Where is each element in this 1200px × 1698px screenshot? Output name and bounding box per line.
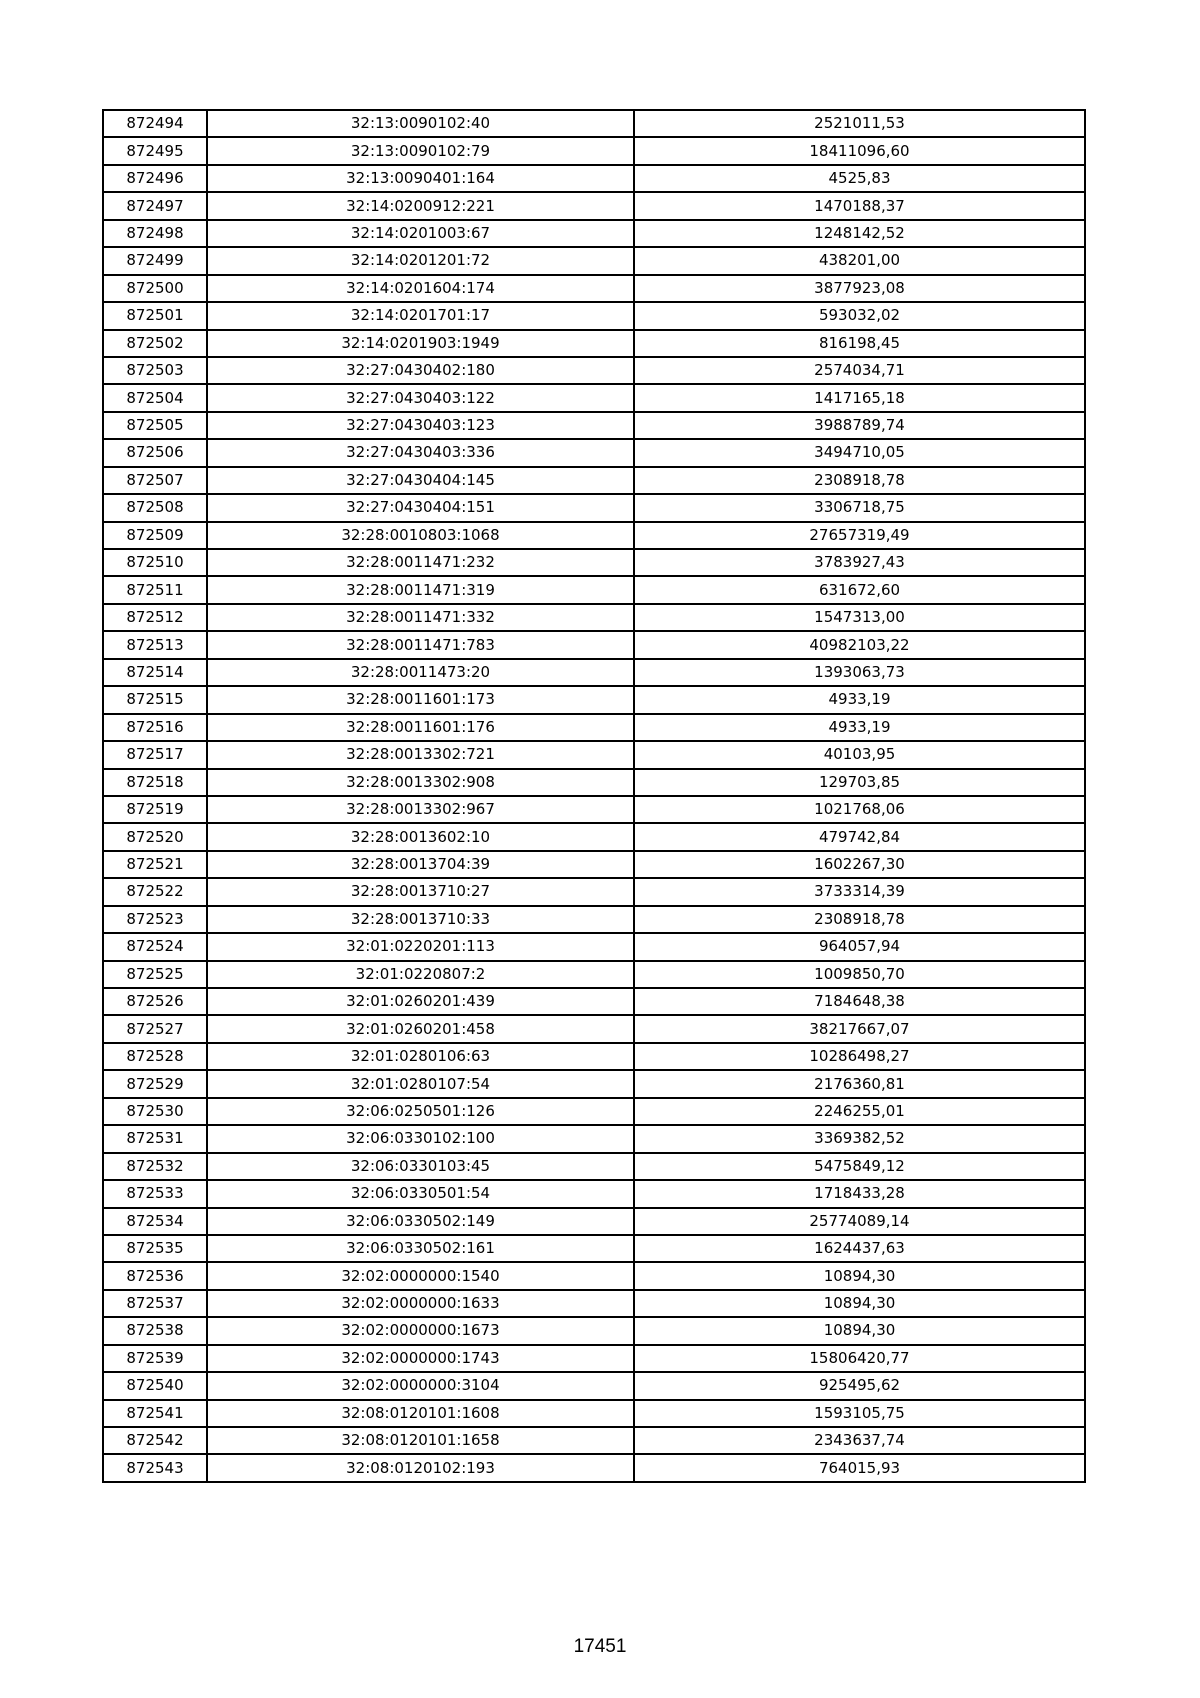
table-row <box>103 961 1085 988</box>
cadastral-number-cell: 32:28:0013302:908 <box>207 769 634 796</box>
value-cell: 10894,30 <box>634 1290 1085 1317</box>
value-cell: 2176360,81 <box>634 1070 1085 1097</box>
value-cell: 2343637,74 <box>634 1427 1085 1454</box>
table-row <box>103 1400 1085 1427</box>
cadastral-number-cell: 32:08:0120101:1658 <box>207 1427 634 1454</box>
table-row <box>103 137 1085 164</box>
value-cell: 40982103,22 <box>634 631 1085 658</box>
page-number: 17451 <box>573 1636 627 1657</box>
cadastral-number-cell: 32:28:0011473:20 <box>207 659 634 686</box>
row-number-cell: 872516 <box>103 714 207 741</box>
cadastral-number-cell: 32:27:0430402:180 <box>207 357 634 384</box>
table-row <box>103 823 1085 850</box>
row-number-cell: 872543 <box>103 1454 207 1481</box>
table-row <box>103 631 1085 658</box>
table-row <box>103 384 1085 411</box>
value-cell: 2308918,78 <box>634 467 1085 494</box>
row-number-cell: 872506 <box>103 439 207 466</box>
table-row <box>103 714 1085 741</box>
row-number-cell: 872536 <box>103 1262 207 1289</box>
table-row <box>103 659 1085 686</box>
value-cell: 25774089,14 <box>634 1208 1085 1235</box>
row-number-cell: 872519 <box>103 796 207 823</box>
table-row <box>103 522 1085 549</box>
row-number-cell: 872498 <box>103 220 207 247</box>
row-number-cell: 872517 <box>103 741 207 768</box>
row-number-cell: 872528 <box>103 1043 207 1070</box>
cadastral-number-cell: 32:02:0000000:1743 <box>207 1345 634 1372</box>
row-number-cell: 872500 <box>103 275 207 302</box>
row-number-cell: 872514 <box>103 659 207 686</box>
table-row <box>103 302 1085 329</box>
table-row <box>103 247 1085 274</box>
value-cell: 10286498,27 <box>634 1043 1085 1070</box>
row-number-cell: 872513 <box>103 631 207 658</box>
value-cell: 40103,95 <box>634 741 1085 768</box>
table-row <box>103 604 1085 631</box>
cadastral-number-cell: 32:01:0220201:113 <box>207 933 634 960</box>
value-cell: 816198,45 <box>634 330 1085 357</box>
row-number-cell: 872501 <box>103 302 207 329</box>
row-number-cell: 872535 <box>103 1235 207 1262</box>
cadastral-number-cell: 32:02:0000000:1633 <box>207 1290 634 1317</box>
cadastral-number-cell: 32:27:0430403:123 <box>207 412 634 439</box>
table-row <box>103 576 1085 603</box>
table-row <box>103 878 1085 905</box>
row-number-cell: 872530 <box>103 1098 207 1125</box>
cadastral-number-cell: 32:14:0201701:17 <box>207 302 634 329</box>
table-row <box>103 1153 1085 1180</box>
cadastral-number-cell: 32:28:0013710:27 <box>207 878 634 905</box>
table-row <box>103 1098 1085 1125</box>
row-number-cell: 872508 <box>103 494 207 521</box>
cadastral-number-cell: 32:06:0330502:161 <box>207 1235 634 1262</box>
table-row <box>103 275 1085 302</box>
table-row <box>103 988 1085 1015</box>
table-row <box>103 851 1085 878</box>
cadastral-number-cell: 32:28:0011601:176 <box>207 714 634 741</box>
table-row <box>103 796 1085 823</box>
cadastral-number-cell: 32:27:0430403:122 <box>207 384 634 411</box>
cadastral-number-cell: 32:28:0013302:967 <box>207 796 634 823</box>
row-number-cell: 872510 <box>103 549 207 576</box>
value-cell: 1417165,18 <box>634 384 1085 411</box>
value-cell: 1470188,37 <box>634 192 1085 219</box>
row-number-cell: 872541 <box>103 1400 207 1427</box>
value-cell: 479742,84 <box>634 823 1085 850</box>
value-cell: 1624437,63 <box>634 1235 1085 1262</box>
row-number-cell: 872527 <box>103 1015 207 1042</box>
cadastral-number-cell: 32:28:0011601:173 <box>207 686 634 713</box>
row-number-cell: 872499 <box>103 247 207 274</box>
cadastral-number-cell: 32:01:0280106:63 <box>207 1043 634 1070</box>
cadastral-value-table <box>102 109 1086 1483</box>
cadastral-number-cell: 32:02:0000000:3104 <box>207 1372 634 1399</box>
row-number-cell: 872525 <box>103 961 207 988</box>
table-row <box>103 933 1085 960</box>
table-row <box>103 1235 1085 1262</box>
cadastral-number-cell: 32:14:0201604:174 <box>207 275 634 302</box>
cadastral-number-cell: 32:06:0250501:126 <box>207 1098 634 1125</box>
row-number-cell: 872542 <box>103 1427 207 1454</box>
cadastral-number-cell: 32:01:0280107:54 <box>207 1070 634 1097</box>
table-row <box>103 1345 1085 1372</box>
cadastral-number-cell: 32:28:0010803:1068 <box>207 522 634 549</box>
value-cell: 2246255,01 <box>634 1098 1085 1125</box>
table-row <box>103 1262 1085 1289</box>
value-cell: 1547313,00 <box>634 604 1085 631</box>
row-number-cell: 872504 <box>103 384 207 411</box>
row-number-cell: 872523 <box>103 906 207 933</box>
row-number-cell: 872537 <box>103 1290 207 1317</box>
value-cell: 2521011,53 <box>634 110 1085 137</box>
table-row <box>103 1125 1085 1152</box>
row-number-cell: 872531 <box>103 1125 207 1152</box>
row-number-cell: 872532 <box>103 1153 207 1180</box>
cadastral-number-cell: 32:01:0260201:458 <box>207 1015 634 1042</box>
cadastral-number-cell: 32:28:0011471:332 <box>207 604 634 631</box>
value-cell: 27657319,49 <box>634 522 1085 549</box>
value-cell: 1593105,75 <box>634 1400 1085 1427</box>
value-cell: 38217667,07 <box>634 1015 1085 1042</box>
table-row <box>103 494 1085 521</box>
value-cell: 925495,62 <box>634 1372 1085 1399</box>
cadastral-number-cell: 32:13:0090102:40 <box>207 110 634 137</box>
value-cell: 5475849,12 <box>634 1153 1085 1180</box>
value-cell: 10894,30 <box>634 1317 1085 1344</box>
table-row <box>103 1015 1085 1042</box>
table-row <box>103 1180 1085 1207</box>
cadastral-number-cell: 32:28:0011471:783 <box>207 631 634 658</box>
value-cell: 764015,93 <box>634 1454 1085 1481</box>
value-cell: 593032,02 <box>634 302 1085 329</box>
cadastral-number-cell: 32:28:0013710:33 <box>207 906 634 933</box>
value-cell: 4933,19 <box>634 686 1085 713</box>
cadastral-number-cell: 32:28:0011471:232 <box>207 549 634 576</box>
table-row <box>103 769 1085 796</box>
cadastral-number-cell: 32:27:0430404:151 <box>207 494 634 521</box>
row-number-cell: 872526 <box>103 988 207 1015</box>
value-cell: 3988789,74 <box>634 412 1085 439</box>
cadastral-number-cell: 32:08:0120102:193 <box>207 1454 634 1481</box>
value-cell: 1393063,73 <box>634 659 1085 686</box>
table-row <box>103 1043 1085 1070</box>
row-number-cell: 872507 <box>103 467 207 494</box>
value-cell: 3306718,75 <box>634 494 1085 521</box>
row-number-cell: 872540 <box>103 1372 207 1399</box>
table-row <box>103 1372 1085 1399</box>
cadastral-number-cell: 32:13:0090102:79 <box>207 137 634 164</box>
value-cell: 1718433,28 <box>634 1180 1085 1207</box>
cadastral-number-cell: 32:28:0011471:319 <box>207 576 634 603</box>
row-number-cell: 872518 <box>103 769 207 796</box>
table-row <box>103 357 1085 384</box>
table-row <box>103 220 1085 247</box>
value-cell: 964057,94 <box>634 933 1085 960</box>
value-cell: 4525,83 <box>634 165 1085 192</box>
cadastral-number-cell: 32:13:0090401:164 <box>207 165 634 192</box>
value-cell: 438201,00 <box>634 247 1085 274</box>
cadastral-number-cell: 32:02:0000000:1540 <box>207 1262 634 1289</box>
table-row <box>103 1290 1085 1317</box>
row-number-cell: 872539 <box>103 1345 207 1372</box>
table-row <box>103 330 1085 357</box>
row-number-cell: 872520 <box>103 823 207 850</box>
row-number-cell: 872515 <box>103 686 207 713</box>
cadastral-number-cell: 32:01:0260201:439 <box>207 988 634 1015</box>
cadastral-number-cell: 32:28:0013602:10 <box>207 823 634 850</box>
row-number-cell: 872524 <box>103 933 207 960</box>
table-row <box>103 686 1085 713</box>
value-cell: 1009850,70 <box>634 961 1085 988</box>
cadastral-number-cell: 32:14:0201003:67 <box>207 220 634 247</box>
cadastral-number-cell: 32:27:0430404:145 <box>207 467 634 494</box>
row-number-cell: 872495 <box>103 137 207 164</box>
value-cell: 1602267,30 <box>634 851 1085 878</box>
table-row <box>103 549 1085 576</box>
value-cell: 129703,85 <box>634 769 1085 796</box>
cadastral-number-cell: 32:08:0120101:1608 <box>207 1400 634 1427</box>
cadastral-number-cell: 32:14:0201903:1949 <box>207 330 634 357</box>
cadastral-number-cell: 32:28:0013704:39 <box>207 851 634 878</box>
row-number-cell: 872512 <box>103 604 207 631</box>
value-cell: 2574034,71 <box>634 357 1085 384</box>
value-cell: 3494710,05 <box>634 439 1085 466</box>
value-cell: 1248142,52 <box>634 220 1085 247</box>
value-cell: 3369382,52 <box>634 1125 1085 1152</box>
cadastral-number-cell: 32:14:0200912:221 <box>207 192 634 219</box>
row-number-cell: 872505 <box>103 412 207 439</box>
row-number-cell: 872496 <box>103 165 207 192</box>
table-row <box>103 110 1085 137</box>
table-row <box>103 1070 1085 1097</box>
value-cell: 18411096,60 <box>634 137 1085 164</box>
value-cell: 1021768,06 <box>634 796 1085 823</box>
cadastral-number-cell: 32:06:0330102:100 <box>207 1125 634 1152</box>
cadastral-number-cell: 32:28:0013302:721 <box>207 741 634 768</box>
table-row <box>103 1454 1085 1481</box>
row-number-cell: 872509 <box>103 522 207 549</box>
value-cell: 10894,30 <box>634 1262 1085 1289</box>
value-cell: 15806420,77 <box>634 1345 1085 1372</box>
value-cell: 7184648,38 <box>634 988 1085 1015</box>
value-cell: 4933,19 <box>634 714 1085 741</box>
value-cell: 3733314,39 <box>634 878 1085 905</box>
row-number-cell: 872522 <box>103 878 207 905</box>
row-number-cell: 872521 <box>103 851 207 878</box>
table-row <box>103 165 1085 192</box>
value-cell: 631672,60 <box>634 576 1085 603</box>
row-number-cell: 872503 <box>103 357 207 384</box>
row-number-cell: 872529 <box>103 1070 207 1097</box>
cadastral-number-cell: 32:06:0330502:149 <box>207 1208 634 1235</box>
row-number-cell: 872534 <box>103 1208 207 1235</box>
value-cell: 3783927,43 <box>634 549 1085 576</box>
table-row <box>103 1317 1085 1344</box>
row-number-cell: 872533 <box>103 1180 207 1207</box>
table-row <box>103 439 1085 466</box>
table-row <box>103 1208 1085 1235</box>
row-number-cell: 872511 <box>103 576 207 603</box>
table-row <box>103 192 1085 219</box>
table-row <box>103 906 1085 933</box>
cadastral-number-cell: 32:27:0430403:336 <box>207 439 634 466</box>
row-number-cell: 872502 <box>103 330 207 357</box>
cadastral-number-cell: 32:01:0220807:2 <box>207 961 634 988</box>
table-row <box>103 741 1085 768</box>
table-row <box>103 1427 1085 1454</box>
row-number-cell: 872494 <box>103 110 207 137</box>
table-row <box>103 412 1085 439</box>
cadastral-number-cell: 32:14:0201201:72 <box>207 247 634 274</box>
table-body <box>103 110 1085 1482</box>
value-cell: 3877923,08 <box>634 275 1085 302</box>
cadastral-number-cell: 32:06:0330501:54 <box>207 1180 634 1207</box>
row-number-cell: 872538 <box>103 1317 207 1344</box>
cadastral-number-cell: 32:06:0330103:45 <box>207 1153 634 1180</box>
cadastral-number-cell: 32:02:0000000:1673 <box>207 1317 634 1344</box>
value-cell: 2308918,78 <box>634 906 1085 933</box>
table-row <box>103 467 1085 494</box>
row-number-cell: 872497 <box>103 192 207 219</box>
